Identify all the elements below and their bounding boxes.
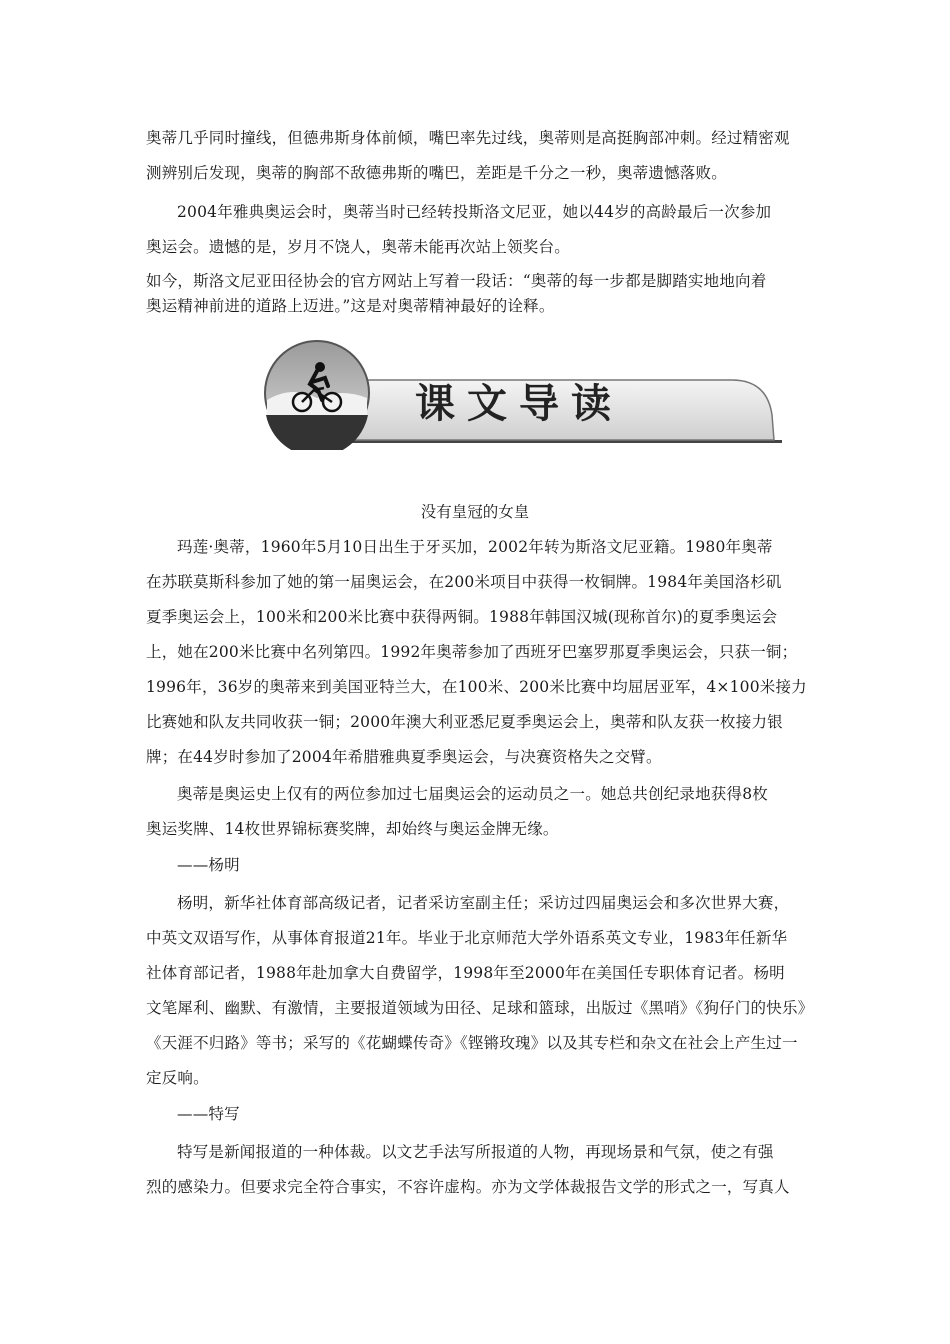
- paragraph-line: 奥运会。遗憾的是，岁月不饶人，奥蒂未能再次站上领奖台。: [146, 238, 570, 256]
- paragraph-line: 奥运精神前进的道路上迈进。”这是对奥蒂精神最好的诠释。: [146, 297, 555, 315]
- paragraph-line: 《天涯不归路》等书；采写的《花蝴蝶传奇》《铿锵玫瑰》以及其专栏和杂文在社会上产生过一: [146, 1034, 798, 1052]
- attribution-line: ——杨明: [177, 856, 240, 874]
- banner-title: 课文导读: [415, 380, 623, 427]
- paragraph-line: 社体育部记者，1988年赴加拿大自费留学，1998年至2000年在美国任专职体育记者。杨明: [146, 964, 785, 982]
- paragraph-line: 在苏联莫斯科参加了她的第一届奥运会，在200米项目中获得一枚铜牌。1984年美国洛杉矶: [146, 573, 782, 591]
- paragraph-line: 中英文双语写作，从事体育报道21年。毕业于北京师范大学外语系英文专业，1983年任新华: [146, 929, 788, 947]
- paragraph-line: 特写是新闻报道的一种体裁。以文艺手法写所报道的人物，再现场景和气氛，使之有强: [177, 1143, 774, 1161]
- article-title: 没有皇冠的女皇: [420, 503, 530, 521]
- paragraph-line: 奥运奖牌、14枚世界锦标赛奖牌，却始终与奥运金牌无缘。: [146, 820, 559, 838]
- paragraph-line: 杨明，新华社体育部高级记者，记者采访室副主任；采访过四届奥运会和多次世界大赛，: [177, 894, 790, 912]
- paragraph-line: 2004年雅典奥运会时，奥蒂当时已经转投斯洛文尼亚，她以44岁的高龄最后一次参加: [177, 203, 772, 221]
- paragraph-line: 牌；在44岁时参加了2004年希腊雅典夏季奥运会，与决赛资格失之交臂。: [146, 748, 662, 766]
- paragraph-line: 1996年，36岁的奥蒂来到美国亚特兰大，在100米、200米比赛中均屈居亚军，4×100米接力: [146, 678, 807, 696]
- paragraph-line: 玛莲·奥蒂，1960年5月10日出生于牙买加，2002年转为斯洛文尼亚籍。1980年奥蒂: [177, 538, 773, 556]
- paragraph-line: 定反响。: [146, 1069, 209, 1087]
- paragraph-line: 上，她在200米比赛中名列第四。1992年奥蒂参加了西班牙巴塞罗那夏季奥运会，只获一铜；: [146, 643, 798, 661]
- paragraph-line: 比赛她和队友共同收获一铜；2000年澳大利亚悉尼夏季奥运会上，奥蒂和队友获一枚接力银: [146, 713, 783, 731]
- cyclist-icon: [265, 341, 369, 450]
- paragraph-line: 如今，斯洛文尼亚田径协会的官方网站上写着一段话：“奥蒂的每一步都是脚踏实地地向着: [146, 272, 767, 290]
- paragraph-line: 奥蒂几乎同时撞线，但德弗斯身体前倾，嘴巴率先过线，奥蒂则是高挺胸部冲刺。经过精密观: [146, 129, 790, 147]
- paragraph-line: 文笔犀利、幽默、有激情，主要报道领域为田径、足球和篮球，出版过《黑哨》《狗仔门的快乐》: [146, 999, 814, 1017]
- paragraph-line: 夏季奥运会上，100米和200米比赛中获得两铜。1988年韩国汉城(现称首尔)的夏季奥运会: [146, 608, 778, 626]
- paragraph-line: 烈的感染力。但要求完全符合事实，不容许虚构。亦为文学体裁报告文学的形式之一，写真人: [146, 1178, 790, 1196]
- paragraph-line: 奥蒂是奥运史上仅有的两位参加过七届奥运会的运动员之一。她总共创纪录地获得8枚: [177, 785, 768, 803]
- paragraph-line: 测辨别后发现，奥蒂的胸部不敌德弗斯的嘴巴，差距是千分之一秒，奥蒂遗憾落败。: [146, 164, 727, 182]
- attribution-line: ——特写: [177, 1105, 240, 1123]
